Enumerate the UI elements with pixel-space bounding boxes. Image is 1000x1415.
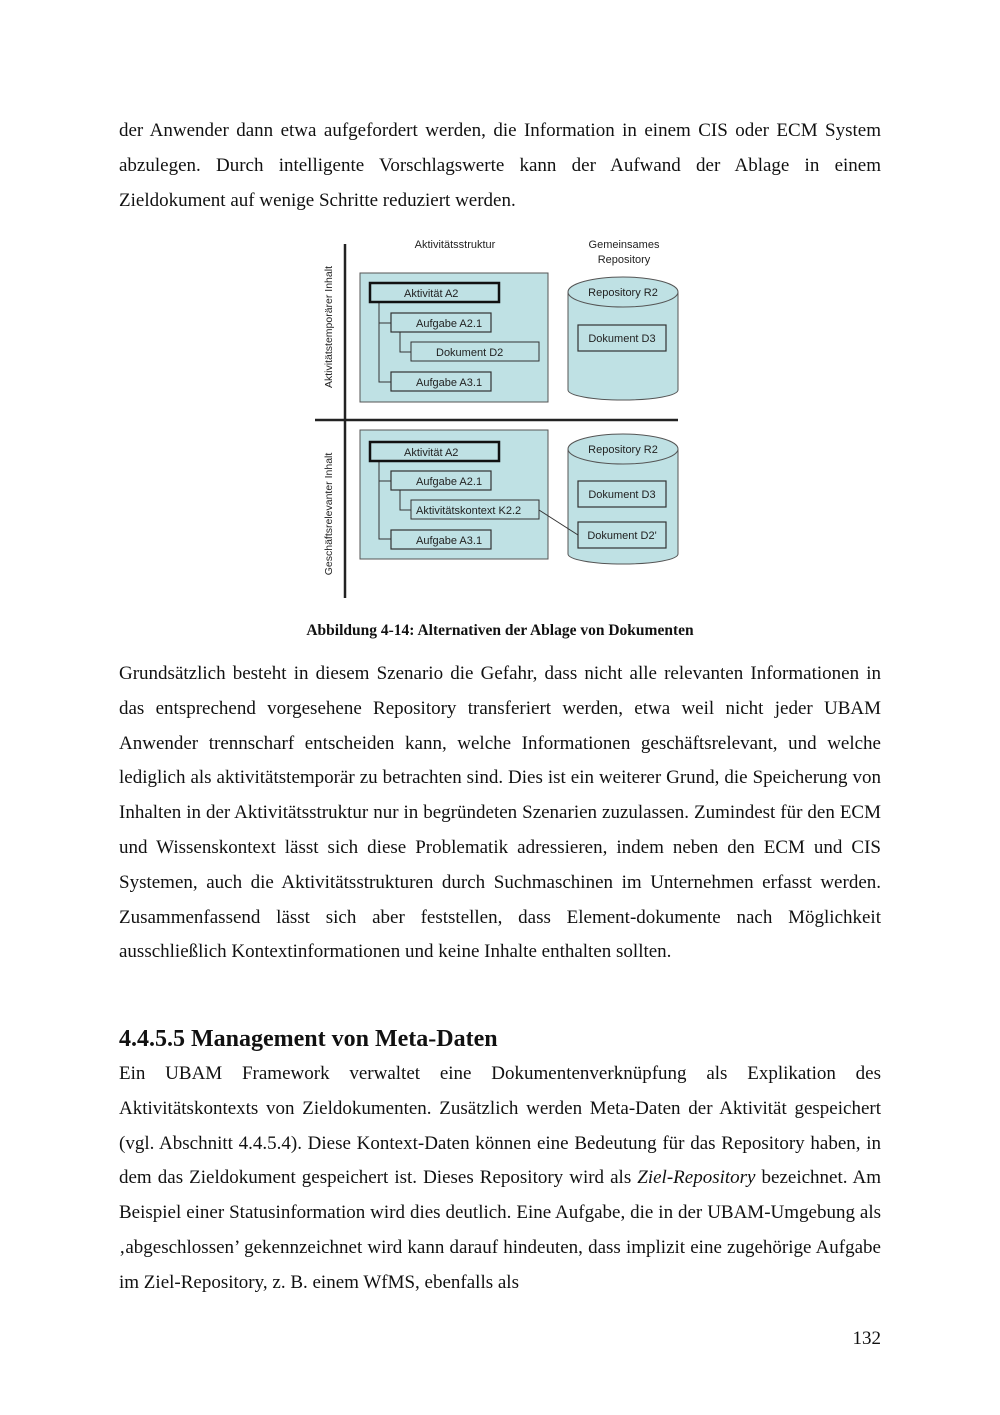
repository-document-label: Dokument D3	[588, 333, 656, 345]
column-header-repo-line1: Gemeinsames	[588, 239, 660, 251]
task-label: Aufgabe A2.1	[416, 318, 483, 330]
figure-caption: Abbildung 4-14: Alternativen der Ablage von Dokumenten	[306, 622, 694, 639]
row-label-temporary: Aktivitätstemporärer Inhalt	[323, 266, 335, 388]
task-label: Aufgabe A3.1	[416, 535, 483, 547]
column-header-repo-line2: Repository	[597, 254, 651, 266]
figure-document-storage	[312, 232, 684, 602]
task-label: Aufgabe A3.1	[416, 377, 483, 389]
column-header-activity: Aktivitätsstruktur	[414, 239, 496, 251]
section-text-part2: bezeichnet. Am Beispiel einer Statusinformation wird dies deutlich. Eine Aufgabe, die in der UBAM-Umgebung als ‚abgeschlossen’ gekennzeichnet wird kann darauf hindeuten, dass implizit eine zugehörige Aufgabe im Ziel-Repository, z. B. einem WfMS, ebenfalls als	[119, 1167, 881, 1293]
page-number: 132	[852, 1328, 881, 1349]
repository-label: Repository R2	[588, 444, 658, 456]
activity-label: Aktivität A2	[404, 288, 459, 300]
row-label-business: Geschäftsrelevanter Inhalt	[323, 452, 335, 576]
intro-paragraph: der Anwender dann etwa aufgefordert werden, die Information in einem CIS oder ECM System abzulegen. Durch intelligente Vorschlagswerte kann der Aufwand der Ablage in einem Zieldokument auf wenige Schritte reduziert werden.	[119, 120, 881, 211]
body-paragraph: Grundsätzlich besteht in diesem Szenario die Gefahr, dass nicht alle relevanten Informationen in das entsprechend vorgesehene Repository transferiert werden, etwa weil nicht jeder UBAM Anwender trennscharf entscheiden kann, welche Informationen geschäftsrelevant, und welche lediglich als aktivitätstemporär zu betrachten sind. Dies ist ein weiterer Grund, die Speicherung von Inhalten in der Aktivitätsstruktur nur in begründeten Szenarien zuzulassen. Zumindest für den ECM und Wissenskontext lässt sich diese Problematik adressieren, indem neben den ECM und CIS Systemen, auch die Aktivitätsstrukturen durch Suchmaschinen im Unternehmen erfasst werden. Zusammenfassend lässt sich aber feststellen, dass Element-dokumente nach Möglichkeit ausschließlich Kontextinformationen und keine Inhalte enthalten sollten.	[119, 663, 881, 963]
activity-label: Aktivität A2	[404, 447, 459, 459]
section-paragraph	[119, 1057, 881, 1301]
repository-label: Repository R2	[588, 287, 658, 299]
section-text-part1: Ein UBAM Framework verwaltet eine Dokumentenverknüpfung als Explikation des Aktivitätskontexts von Zieldokumenten. Zusätzlich werden Meta-Daten der Aktivität gespeichert (vgl. Abschnitt 4.4.5.4). Diese Kontext-Daten können eine Bedeutung für das Repository haben, in dem das Zieldokument gespeichert ist. Dieses Repository wird als	[119, 1063, 881, 1189]
task-label: Aufgabe A2.1	[416, 476, 483, 488]
document-label: Dokument D2	[436, 347, 504, 359]
repository-document-label: Dokument D3	[588, 489, 656, 501]
repository-document-label: Dokument D2'	[587, 530, 657, 542]
section-heading: 4.4.5.5 Management von Meta-Daten	[119, 1026, 498, 1052]
section-term-ziel-repository: Ziel-Repository	[637, 1167, 756, 1189]
context-label: Aktivitätskontext K2.2	[416, 505, 522, 517]
